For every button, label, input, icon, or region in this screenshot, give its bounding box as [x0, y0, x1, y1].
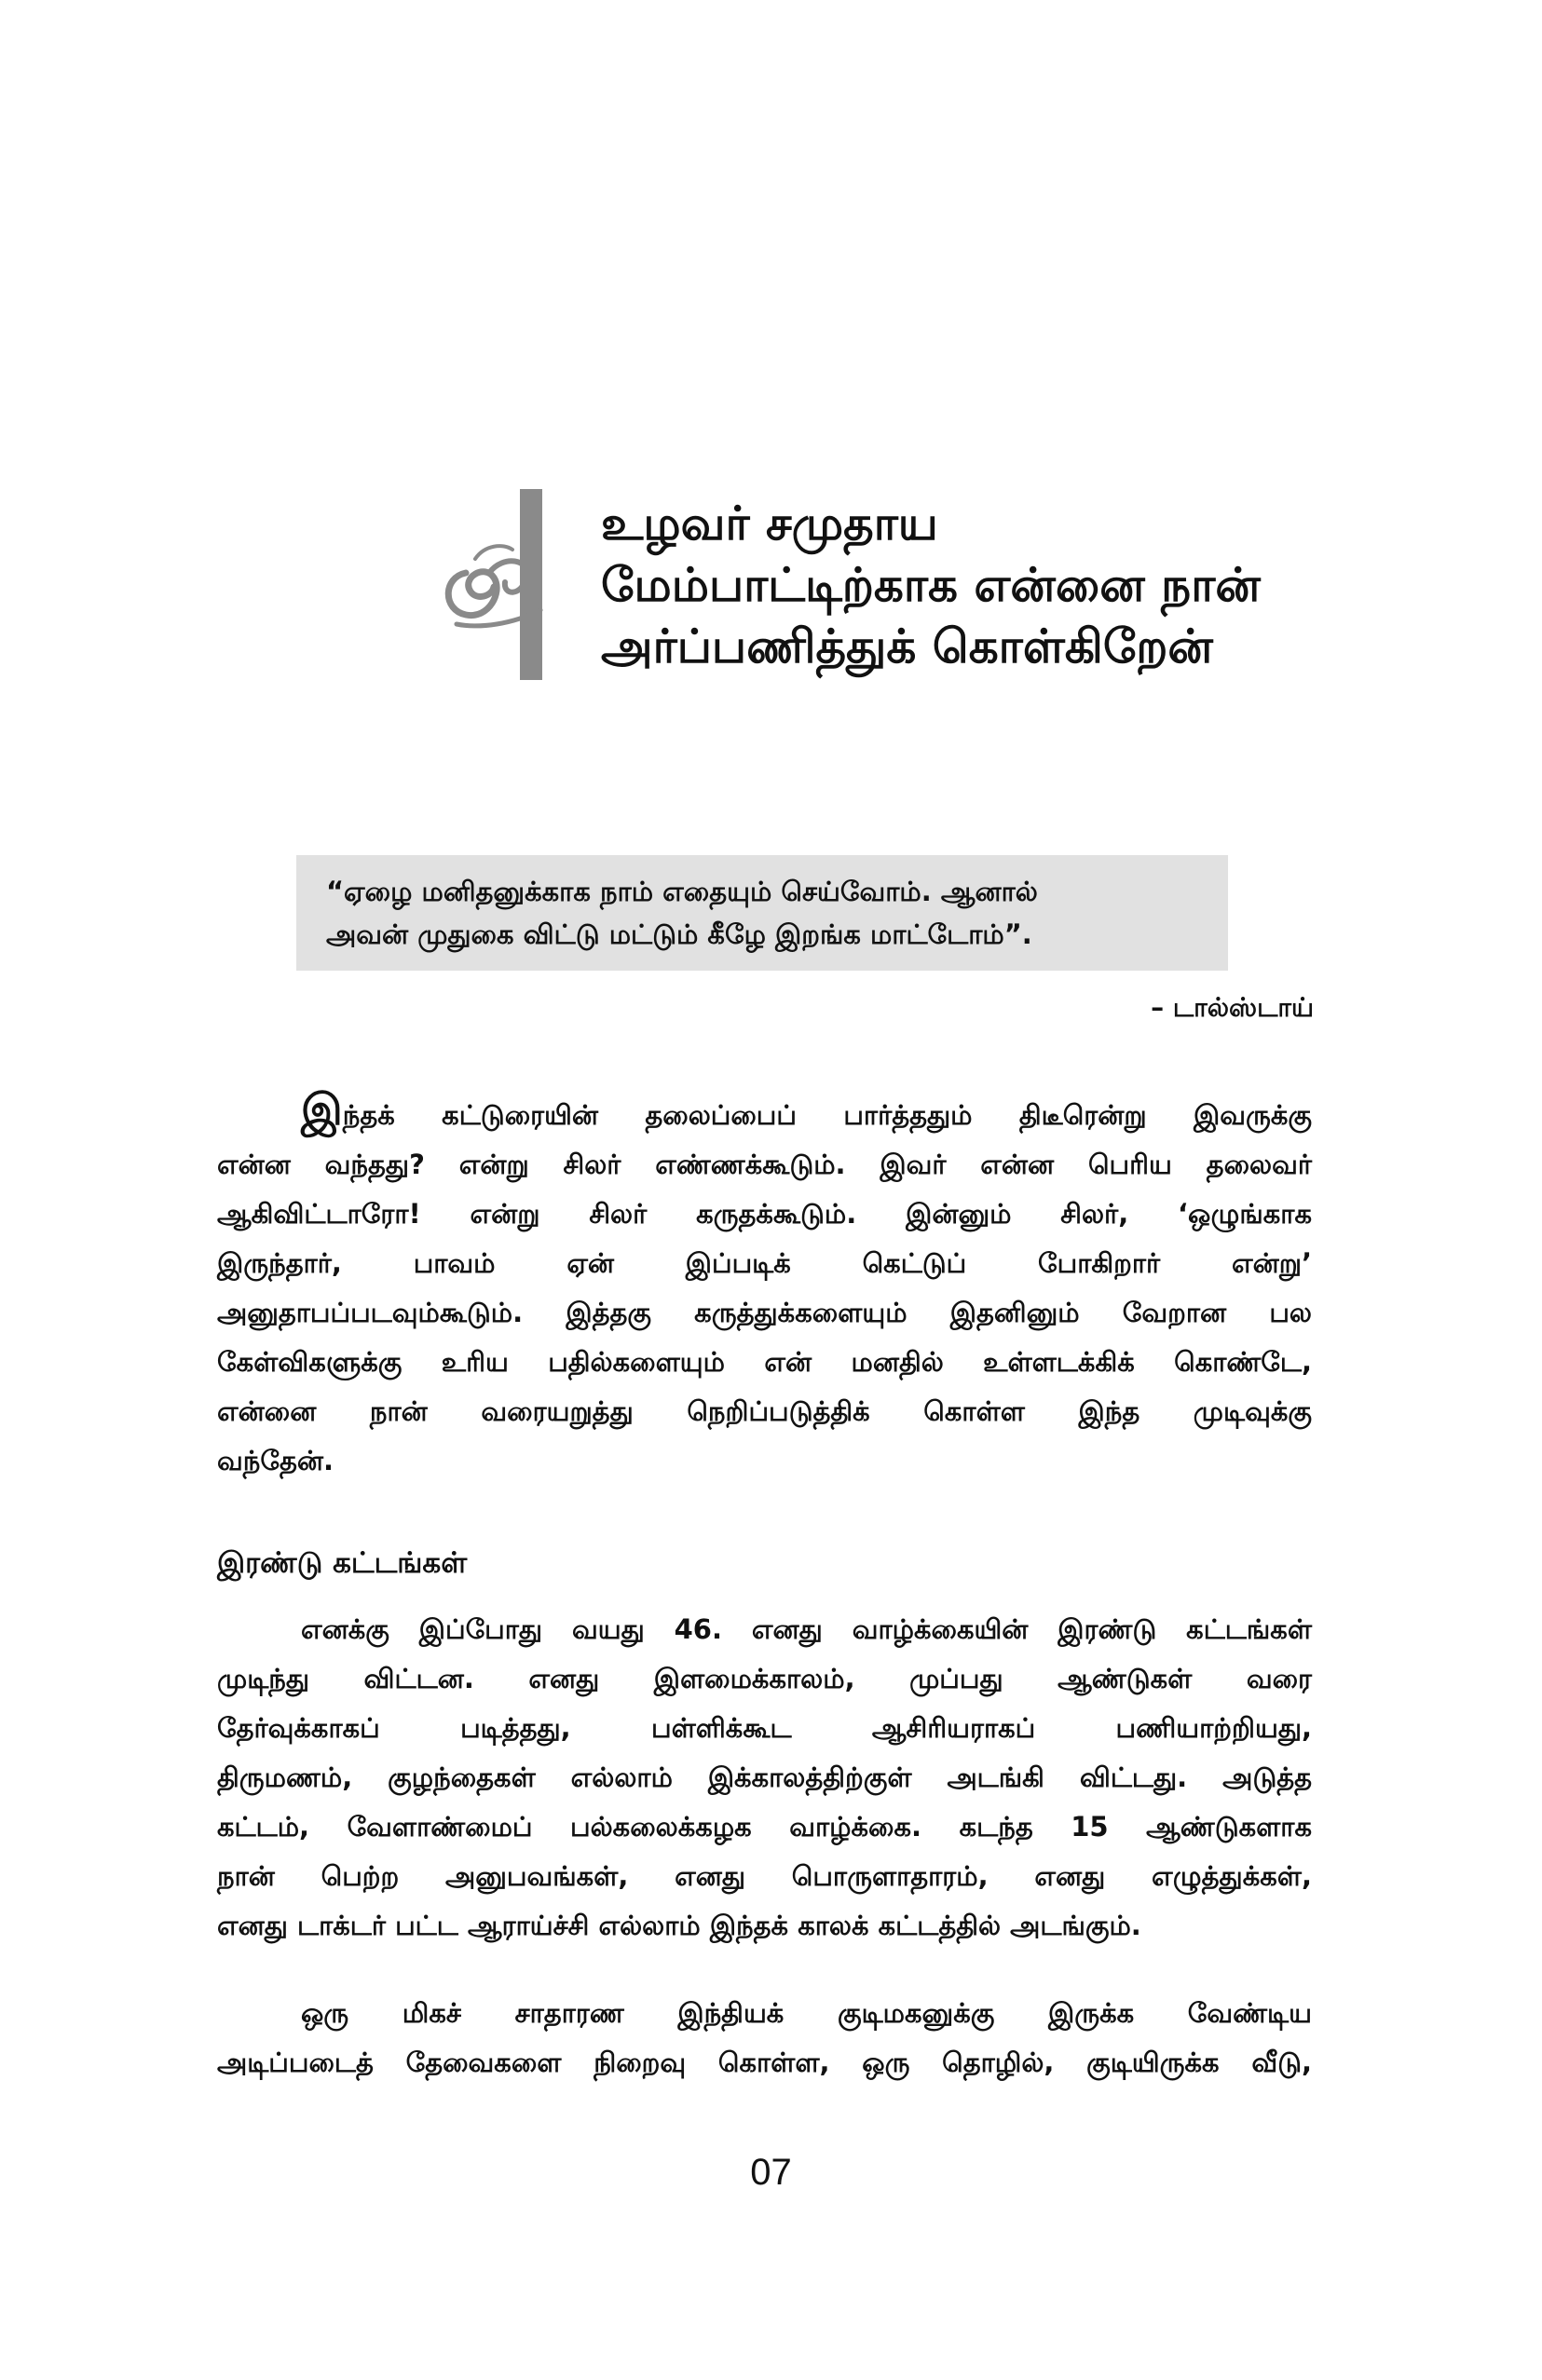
paragraph-line: எனது டாக்டர் பட்ட ஆராய்ச்சி எல்லாம் இந்தக் காலக் கட்டத்தில் அடங்கும்.: [217, 1910, 1141, 1941]
paragraph-line: தேர்வுக்காகப் படித்தது, பள்ளிக்கூட ஆசிரியராகப் பணியாற்றியது,: [217, 1712, 1312, 1744]
chapter-title: [601, 493, 1346, 677]
chapter-ornament: [438, 489, 578, 689]
epigraph-quote-line: அவன் முதுகை விட்டு மட்டும் கீழே இறங்க மாட்டோம்”.: [326, 918, 1032, 950]
paragraph-line: என்னை நான் வரையறுத்து நெறிப்படுத்திக் கொள்ள இந்த முடிவுக்கு: [217, 1395, 1312, 1427]
chapter-header: [438, 489, 1332, 689]
paragraph-line: அடிப்படைத் தேவைகளை நிறைவு கொள்ள, ஒரு தொழில், குடியிருக்க வீடு,: [217, 2047, 1312, 2078]
paragraph-line: திருமணம், குழந்தைகள் எல்லாம் இக்காலத்திற்குள் அடங்கி விட்டது. அடுத்த: [217, 1761, 1312, 1793]
paragraph-line-text: ந்தக் கட்டுரையின் தலைப்பைப் பார்த்ததும் திடீரென்று இவருக்கு: [342, 1099, 1312, 1131]
paragraph-line: வந்தேன்.: [217, 1445, 334, 1476]
paragraph-line: கேள்விகளுக்கு உரிய பதில்களையும் என் மனதில் உள்ளடக்கிக் கொண்டே,: [217, 1346, 1312, 1378]
epigraph-quote-line: “ஏழை மனிதனுக்காக நாம் எதையும் செய்வோம். ஆனால்: [326, 876, 1038, 907]
paragraph-line: ஒரு மிகச் சாதாரண இந்தியக் குடிமகனுக்கு இருக்க வேண்டிய: [301, 1997, 1312, 2029]
section-heading: இரண்டு கட்டங்கள்: [217, 1546, 468, 1580]
drop-cap: இ: [301, 1084, 343, 1135]
chapter-title-line: அர்ப்பணித்துக் கொள்கிறேன்: [601, 619, 1213, 673]
chapter-title-line: உழவர் சமுதாய: [601, 496, 938, 551]
paragraph-line: இருந்தார், பாவம் ஏன் இப்படிக் கெட்டுப் போகிறார் என்று’: [217, 1247, 1312, 1279]
paragraph-line: நான் பெற்ற அனுபவங்கள், எனது பொருளாதாரம், எனது எழுத்துக்கள்,: [217, 1860, 1312, 1892]
epigraph-quote-box: [296, 855, 1228, 971]
chapter-title-line: மேம்பாட்டிற்காக என்னை நான்: [601, 558, 1261, 612]
paragraph-line: எனக்கு இப்போது வயது 46. எனது வாழ்க்கையின் இரண்டு கட்டங்கள்: [301, 1613, 1312, 1645]
epigraph-author: – டால்ஸ்டாய்: [1151, 992, 1314, 1023]
section-paragraph: [217, 1605, 1312, 1951]
ornament-swirl-icon: [438, 536, 550, 638]
section-paragraph: [217, 1989, 1312, 2088]
paragraph-line: ஆகிவிட்டாரோ! என்று சிலர் கருதக்கூடும். இன்னும் சிலர், ‘ஒழுங்காக: [217, 1198, 1312, 1230]
intro-paragraph: [217, 1085, 1312, 1486]
paragraph-line: முடிந்து விட்டன. எனது இளமைக்காலம், முப்பது ஆண்டுகள் வரை: [217, 1663, 1312, 1694]
paragraph-line: அனுதாபப்படவும்கூடும். இத்தகு கருத்துக்களையும் இதனினும் வேறான பல: [217, 1297, 1312, 1328]
paragraph-line: கட்டம், வேளாண்மைப் பல்கலைக்கழக வாழ்க்கை. கடந்த 15 ஆண்டுகளாக: [217, 1811, 1312, 1843]
paragraph-line: என்ன வந்தது? என்று சிலர் எண்ணக்கூடும். இவர் என்ன பெரிய தலைவர்: [217, 1149, 1312, 1180]
paragraph-line: [217, 1085, 1312, 1140]
page-number: 07: [750, 2152, 792, 2193]
